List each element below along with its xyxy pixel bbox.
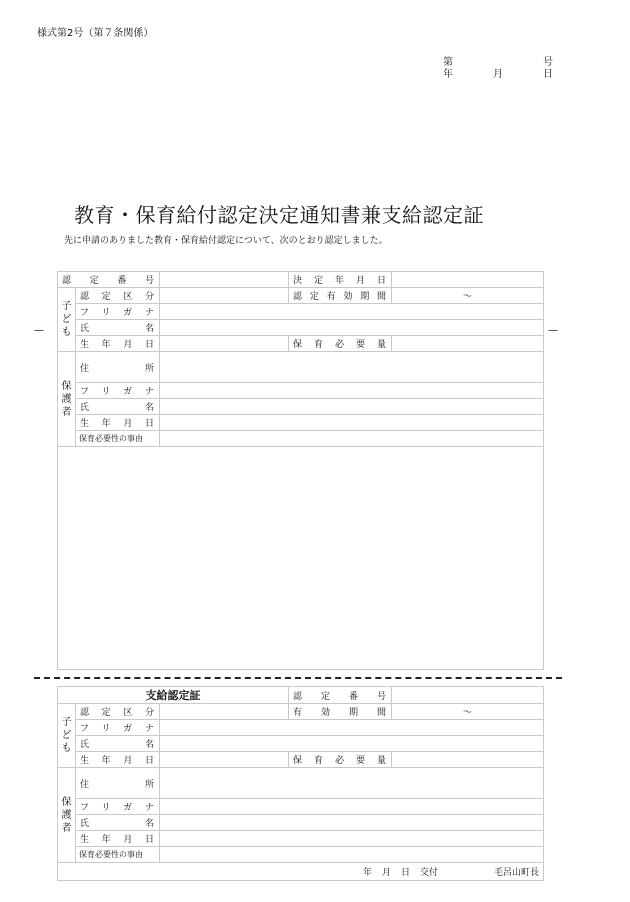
table-row <box>58 383 544 399</box>
cert2-guardian-birth-label: 生年月日 <box>76 831 160 847</box>
table-row <box>58 336 544 352</box>
notice-table <box>57 271 544 447</box>
address-value <box>160 352 544 383</box>
table-row <box>58 720 544 736</box>
cert2-guardian-group-label: 保護者 <box>58 768 76 863</box>
validity-label: 認定有効期間 <box>289 288 392 304</box>
issuance-footer <box>58 863 544 881</box>
issue-month: 月 <box>493 69 503 80</box>
fold-mark-right: — <box>548 325 558 336</box>
table-row <box>58 304 544 320</box>
guardian-birth-label: 生年月日 <box>76 415 160 431</box>
cert2-category-value <box>160 704 289 720</box>
cert2-child-group-label: 子ども <box>58 704 76 768</box>
footer-issued: 交付 <box>420 868 439 878</box>
table-row <box>58 736 544 752</box>
guardian-name-label: 氏名 <box>76 399 160 415</box>
table-row <box>58 415 544 431</box>
child-group-label: 子ども <box>58 288 76 352</box>
table-row <box>58 847 544 863</box>
certificate-title: 支給認定証 <box>58 687 289 704</box>
guardian-name-value <box>160 399 544 415</box>
table-row <box>58 768 544 799</box>
category-value <box>160 288 289 304</box>
cut-line <box>34 677 562 679</box>
document-title: 教育・保育給付認定決定通知書兼支給認定証 <box>74 203 484 227</box>
table-row <box>58 863 544 881</box>
cert2-guardian-name-value <box>160 815 544 831</box>
number-suffix: 号 <box>543 57 553 68</box>
cert2-category-label: 認定区分 <box>76 704 160 720</box>
footer-year: 年 <box>362 868 372 878</box>
cert2-birth-value <box>160 752 289 768</box>
name-value <box>160 320 544 336</box>
validity-value: ～ <box>392 288 544 304</box>
table-row <box>58 831 544 847</box>
birth-label: 生年月日 <box>76 336 160 352</box>
decision-date-value <box>392 272 544 288</box>
reason-label: 保育必要性の事由 <box>76 431 160 447</box>
footer-month: 月 <box>381 868 391 878</box>
birth-value <box>160 336 289 352</box>
table-row <box>58 799 544 815</box>
table-row <box>58 272 544 288</box>
cert2-address-value <box>160 768 544 799</box>
table-row <box>58 752 544 768</box>
name-label: 氏名 <box>76 320 160 336</box>
cert2-guardian-birth-value <box>160 831 544 847</box>
issue-year: 年 <box>443 69 453 80</box>
furigana-value <box>160 304 544 320</box>
guardian-group-label: 保護者 <box>58 352 76 447</box>
number-prefix: 第 <box>443 57 453 68</box>
cert2-guardian-furigana-label: フリガナ <box>76 799 160 815</box>
issuer-name: 毛呂山町長 <box>494 868 540 878</box>
cert2-name-value <box>160 736 544 752</box>
furigana-label: フリガナ <box>76 304 160 320</box>
cert2-reason-label: 保育必要性の事由 <box>76 847 160 863</box>
address-label: 住所 <box>76 352 160 383</box>
lead-text: 先に申請のありました教育・保育給付認定について、次のとおり認定しました。 <box>64 236 388 246</box>
cert2-birth-label: 生年月日 <box>76 752 160 768</box>
cert2-address-label: 住所 <box>76 768 160 799</box>
guardian-furigana-label: フリガナ <box>76 383 160 399</box>
cert2-validity-label: 有効期間 <box>289 704 392 720</box>
cert2-guardian-furigana-value <box>160 799 544 815</box>
issue-number-date <box>443 57 553 81</box>
care-amount-label: 保育必要量 <box>289 336 392 352</box>
cert2-reason-value <box>160 847 544 863</box>
cert2-furigana-value <box>160 720 544 736</box>
cert2-name-label: 氏名 <box>76 736 160 752</box>
table-row <box>58 399 544 415</box>
footer-day: 日 <box>400 868 410 878</box>
table-row <box>58 687 544 704</box>
cert-number-value <box>160 272 289 288</box>
cert2-care-amount-value <box>392 752 544 768</box>
table-row <box>58 320 544 336</box>
cert2-validity-value: ～ <box>392 704 544 720</box>
guardian-furigana-value <box>160 383 544 399</box>
cert-number-label: 認定番号 <box>58 272 160 288</box>
cert2-number-value <box>392 687 544 704</box>
cert2-guardian-name-label: 氏名 <box>76 815 160 831</box>
form-reference: 様式第2号（第７条関係） <box>37 28 154 39</box>
table-row <box>58 288 544 304</box>
cert2-care-amount-label: 保育必要量 <box>289 752 392 768</box>
issue-day: 日 <box>543 69 553 80</box>
table-row <box>58 815 544 831</box>
guardian-birth-value <box>160 415 544 431</box>
fold-mark-left: — <box>34 325 44 336</box>
table-row <box>58 352 544 383</box>
notes-area <box>57 446 544 670</box>
table-row <box>58 704 544 720</box>
decision-date-label: 決定年月日 <box>289 272 392 288</box>
cert2-number-label: 認定番号 <box>289 687 392 704</box>
reason-value <box>160 431 544 447</box>
table-row <box>58 431 544 447</box>
category-label: 認定区分 <box>76 288 160 304</box>
certificate-table <box>57 686 544 881</box>
cert2-furigana-label: フリガナ <box>76 720 160 736</box>
care-amount-value <box>392 336 544 352</box>
